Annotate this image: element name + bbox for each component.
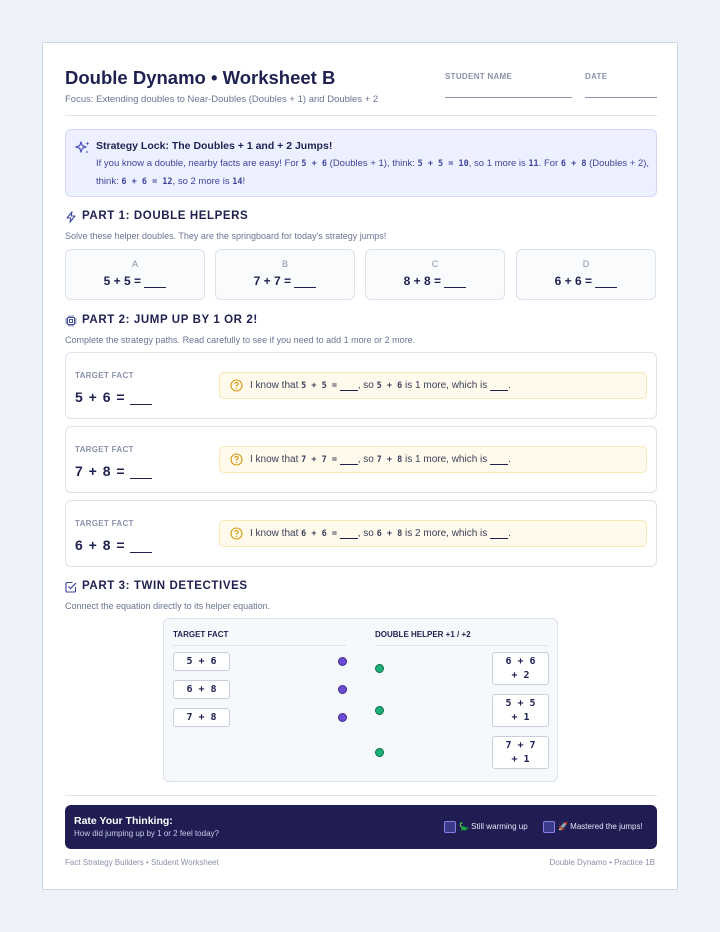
target-card-3 <box>65 500 657 567</box>
rating-title: Rate Your Thinking: <box>74 815 173 827</box>
target-fact-column-header: TARGET FACT <box>173 630 229 639</box>
hint-text: I know that 7 + 7 = , so 7 + 8 is 1 more, which is . <box>250 454 511 465</box>
hint-blank[interactable] <box>490 538 508 539</box>
strategy-callout <box>65 129 657 197</box>
hint-blank[interactable] <box>340 538 358 539</box>
answer-blank[interactable] <box>444 287 466 288</box>
footer-left: Fact Strategy Builders • Student Worksheet <box>65 858 219 867</box>
chip-icon <box>65 315 77 327</box>
footer-right: Double Dynamo • Practice 1B <box>549 858 655 867</box>
helper-letter: A <box>131 259 138 269</box>
target-label: TARGET FACT <box>75 519 134 528</box>
helper-letter: B <box>281 259 288 269</box>
target-card-1 <box>65 352 657 419</box>
rating-option-mastered[interactable]: 🚀 Mastered the jumps! <box>543 821 643 833</box>
helper-pill: 7 + 7 + 1 <box>492 736 549 769</box>
part2-title: PART 2: JUMP UP BY 1 OR 2! <box>82 314 258 326</box>
header-divider <box>65 115 657 116</box>
hint-text: I know that 5 + 5 = , so 5 + 6 is 1 more, which is . <box>250 380 511 391</box>
part3-title: PART 3: TWIN DETECTIVES <box>82 580 248 592</box>
rating-bar <box>65 805 657 849</box>
part1-description: Solve these helper doubles. They are the springboard for today's strategy jumps! <box>65 231 387 241</box>
worksheet-page <box>42 42 678 890</box>
page-title: Double Dynamo • Worksheet B <box>65 67 336 88</box>
helper-card-c <box>365 249 505 300</box>
connect-dot-left[interactable] <box>338 685 347 694</box>
helper-pill: 5 + 5 + 1 <box>492 694 549 727</box>
answer-blank[interactable] <box>595 287 617 288</box>
date-field[interactable] <box>585 72 657 98</box>
part1-title: PART 1: DOUBLE HELPERS <box>82 210 249 222</box>
student-name-line <box>445 93 572 98</box>
lightning-icon <box>65 211 77 223</box>
target-label: TARGET FACT <box>75 371 134 380</box>
strategy-hint <box>219 520 647 547</box>
target-card-2 <box>65 426 657 493</box>
question-circle-icon <box>230 527 243 540</box>
sparkles-icon <box>75 140 91 156</box>
column-divider <box>375 645 548 646</box>
target-pill: 5 + 6 <box>173 652 230 671</box>
rating-checkbox[interactable] <box>543 821 555 833</box>
target-fact: 7 + 8 = <box>75 463 152 479</box>
matching-panel <box>163 618 558 782</box>
rating-subtitle: How did jumping up by 1 or 2 feel today? <box>74 829 219 838</box>
student-name-field[interactable] <box>445 72 572 98</box>
helper-equation: 6 + 6 = <box>517 274 655 288</box>
target-pill: 7 + 8 <box>173 708 230 727</box>
rating-divider <box>65 795 657 796</box>
question-circle-icon <box>230 453 243 466</box>
strategy-title: Strategy Lock: The Doubles + 1 and + 2 Jumps! <box>96 140 333 152</box>
answer-blank[interactable] <box>130 552 152 553</box>
question-circle-icon <box>230 379 243 392</box>
part3-description: Connect the equation directly to its helper equation. <box>65 601 271 611</box>
target-label: TARGET FACT <box>75 445 134 454</box>
connect-dot-left[interactable] <box>338 657 347 666</box>
focus-subtitle: Focus: Extending doubles to Near-Doubles (Doubles + 1) and Doubles + 2 <box>65 94 379 105</box>
hint-text: I know that 6 + 6 = , so 6 + 8 is 2 more, which is . <box>250 528 511 539</box>
connect-dot-right[interactable] <box>375 748 384 757</box>
student-name-label: STUDENT NAME <box>445 72 513 81</box>
date-label: DATE <box>585 72 608 81</box>
target-pill: 6 + 8 <box>173 680 230 699</box>
helper-card-b <box>215 249 355 300</box>
target-fact: 6 + 8 = <box>75 537 152 553</box>
hint-blank[interactable] <box>340 464 358 465</box>
double-helper-column-header: DOUBLE HELPER +1 / +2 <box>375 630 471 639</box>
hint-blank[interactable] <box>490 390 508 391</box>
helper-equation: 5 + 5 = <box>66 274 204 288</box>
connect-dot-left[interactable] <box>338 713 347 722</box>
column-divider <box>173 645 346 646</box>
helper-equation: 8 + 8 = <box>366 274 504 288</box>
strategy-hint <box>219 446 647 473</box>
answer-blank[interactable] <box>130 478 152 479</box>
helper-pill: 6 + 6 + 2 <box>492 652 549 685</box>
helper-card-d <box>516 249 656 300</box>
helper-letter: D <box>582 259 590 269</box>
connect-dot-right[interactable] <box>375 706 384 715</box>
strategy-body: If you know a double, nearby facts are easy! For 5 + 6 (Doubles + 1), think: 5 + 5 = 10, so 1 more is 11. For 6 + 8 (Doubles + 2), think: 6 + 6 = 12, so 2 more is 14! <box>96 158 650 187</box>
hint-blank[interactable] <box>340 390 358 391</box>
strategy-hint <box>219 372 647 399</box>
answer-blank[interactable] <box>144 287 166 288</box>
date-line <box>585 93 657 98</box>
helper-card-a <box>65 249 205 300</box>
answer-blank[interactable] <box>294 287 316 288</box>
connect-dot-right[interactable] <box>375 664 384 673</box>
rating-option-warming-up[interactable]: 🦕 Still warming up <box>444 821 528 833</box>
target-fact: 5 + 6 = <box>75 389 152 405</box>
helper-equation: 7 + 7 = <box>216 274 354 288</box>
checkbox-icon <box>65 581 77 593</box>
rating-checkbox[interactable] <box>444 821 456 833</box>
part2-description: Complete the strategy paths. Read carefully to see if you need to add 1 more or 2 more. <box>65 335 416 345</box>
helper-letter: C <box>431 259 439 269</box>
hint-blank[interactable] <box>490 464 508 465</box>
worksheet-header <box>65 67 657 117</box>
answer-blank[interactable] <box>130 404 152 405</box>
